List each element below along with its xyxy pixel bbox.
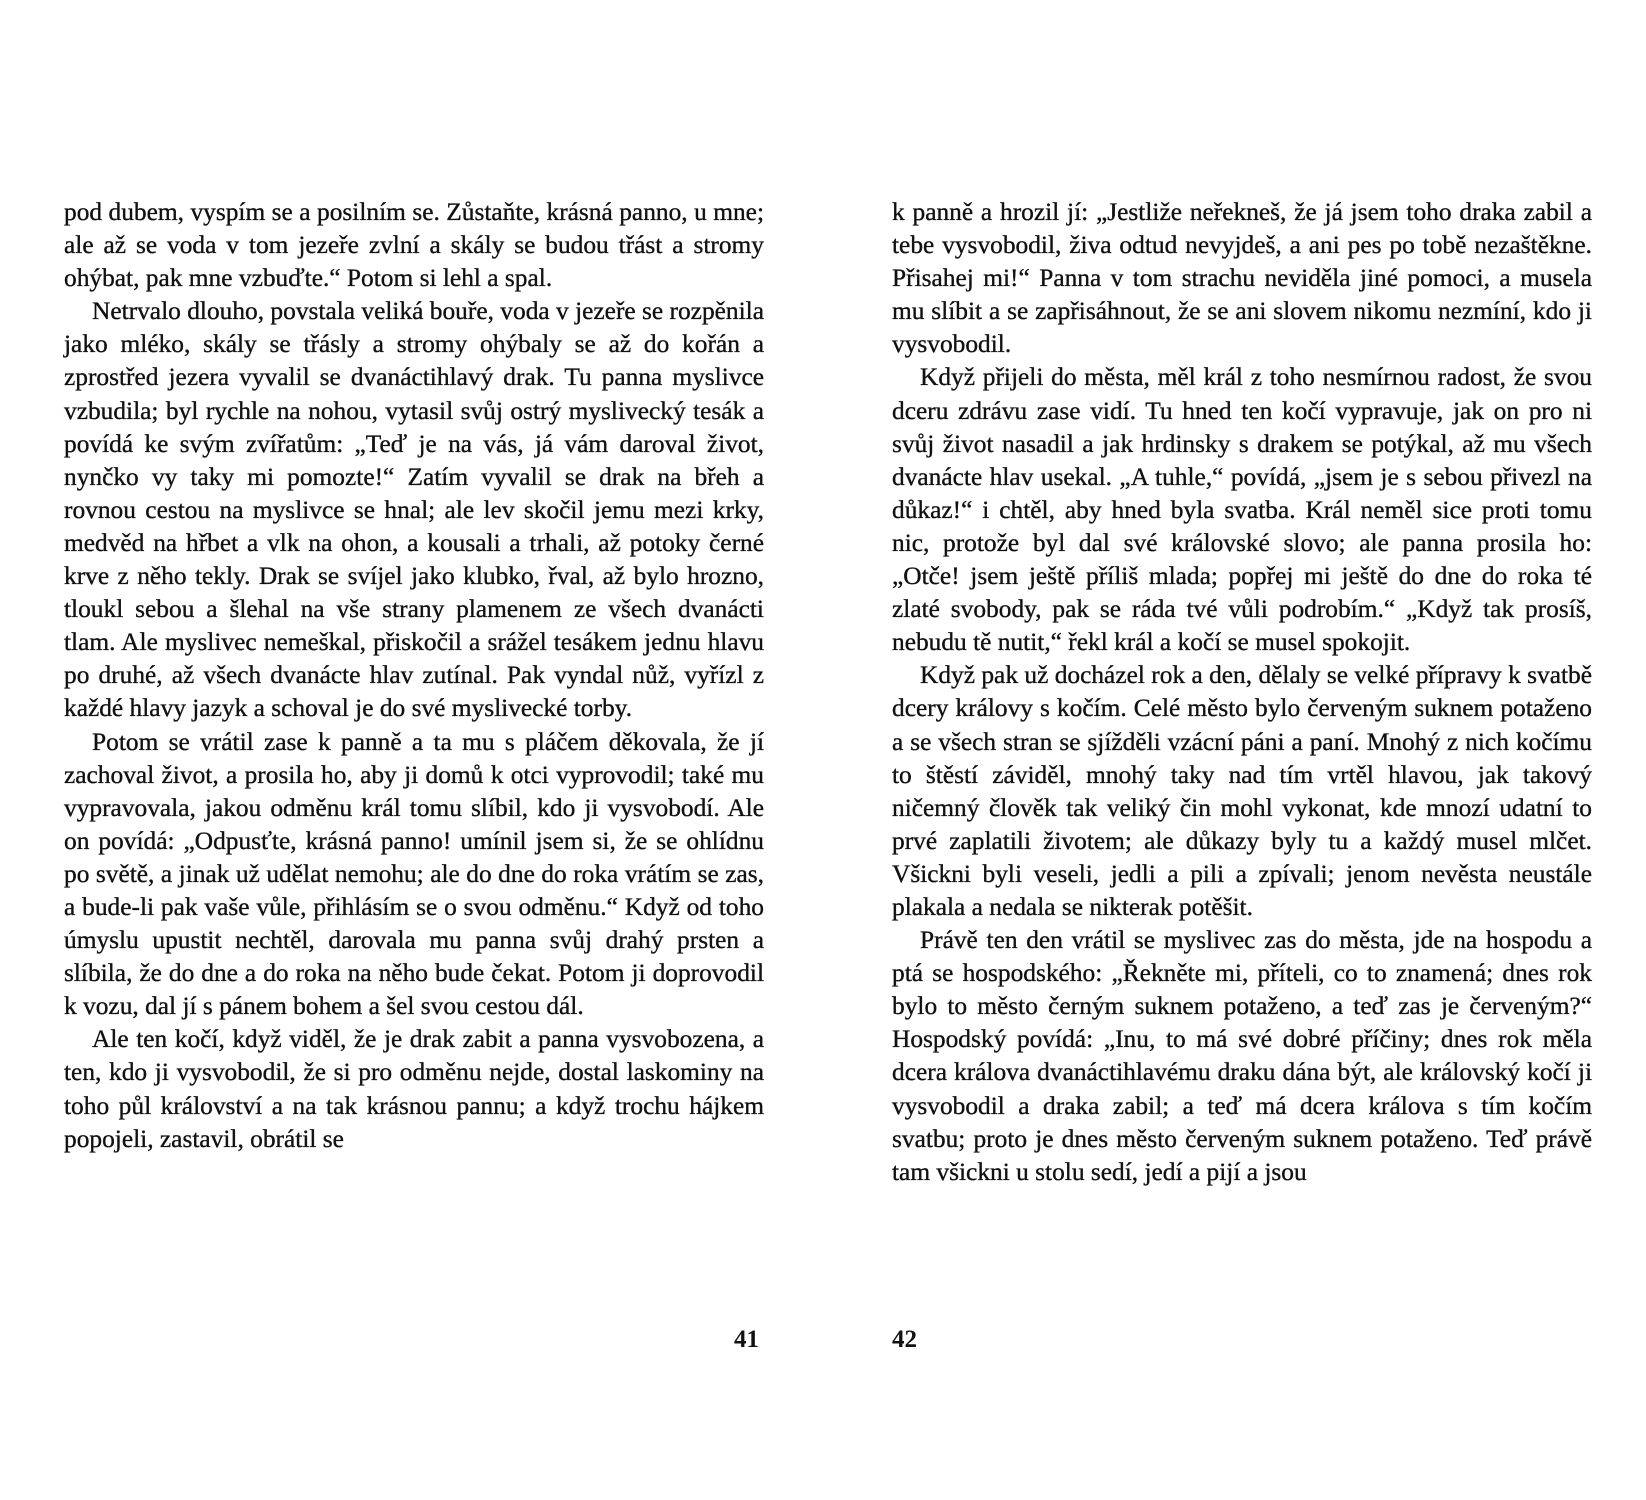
paragraph: Právě ten den vrátil se myslivec zas do města, jde na hospodu a ptá se hospodského: „Řekněte mi, příteli, co to znamená; dnes rok bylo to město černým suknem potaženo, a teď zas je červeným?“ Hospodský povídá: „Inu, to má své dobré příčiny; dnes rok měla dcera králova dvanáctihlavému draku dána být, ale královský kočí ji vysvobodil a draka zabil; a teď má dcera králova s tím kočím svatbu; proto je dnes město červeným suknem potaženo. Teď právě tam všickni u stolu sedí, jedí a pijí a jsou	[892, 926, 1592, 1186]
paragraph: Když přijeli do města, měl král z toho nesmírnou radost, že svou dceru zdrávu zase vidí. Tu hned ten kočí vypravuje, jak on pro ni svůj život nasadil a jak hrdinsky s drakem se potýkal, až mu všech dvanácte hlav usekal. „A tuhle,“ povídá, „jsem je s sebou přivezl na důkaz!“ i chtěl, aby hned byla svatba. Král neměl sice proti tomu nic, protože byl dal své královské slovo; ale panna prosila ho: „Otče! jsem ještě příliš mlada; popřej mi ještě do dne do roka té zlaté svobody, pak se ráda tvé vůli podrobím.“ „Když tak prosíš, nebudu tě nutit,“ řekl král a kočí se musel spokojit.	[892, 363, 1592, 657]
left-page-text	[64, 196, 764, 1156]
paragraph: Netrvalo dlouho, povstala veliká bouře, voda v jezeře se rozpěnila jako mléko, skály se třásly a stromy ohýbaly se až do kořán a zprostřed jezera vyvalil se dvanáctihlavý drak. Tu panna myslivce vzbudila; byl rychle na nohou, vytasil svůj ostrý myslivecký tesák a povídá ke svým zvířatům: „Teď je na vás, já vám daroval život, nynčko vy taky mi pomozte!“ Zatím vyvalil se drak na břeh a rovnou cestou na myslivce se hnal; ale lev skočil jemu mezi krky, medvěd na hřbet a vlk na ohon, a kousali a trhali, až potoky černé krve z něho tekly. Drak se svíjel jako klubko, řval, až bylo hrozno, tloukl sebou a šlehal na vše strany plamenem ze všech dvanácti tlam. Ale myslivec nemeškal, přiskočil a srážel tesákem jednu hlavu po druhé, až všech dvanácte hlav zutínal. Pak vyndal nůž, vyřízl z každé hlavy jazyk a schoval je do své myslivecké torby.	[64, 297, 764, 723]
paragraph: Potom se vrátil zase k panně a ta mu s pláčem děkovala, že jí zachoval život, a prosila ho, aby ji domů k otci vyprovodil; také mu vypravovala, jakou odměnu král tomu slíbil, kdo ji vysvobodí. Ale on povídá: „Odpusťte, krásná panno! umínil jsem si, že se ohlídnu po světě, a jinak už udělat nemohu; ale do dne do roka vrátím se zas, a bude-li pak vaše vůle, přihlásím se o svou odměnu.“ Když od toho úmyslu upustit nechtěl, darovala mu panna svůj drahý prsten a slíbila, že do dne a do roka na něho bude čekat. Potom ji doprovodil k vozu, dal jí s pánem bohem a šel svou cestou dál.	[64, 727, 764, 1021]
paragraph: Když pak už docházel rok a den, dělaly se velké přípravy k svatbě dcery královy s kočím. Celé město bylo červeným suknem potaženo a se všech stran se sjížděli vzácní páni a paní. Mnohý z nich kočímu to štěstí záviděl, mnohý taky nad tím vrtěl hlavou, jak takový ničemný člověk tak veliký čin mohl vykonat, kde mnozí udatní to prvé zaplatili životem; ale důkazy byly tu a každý musel mlčet. Všickni byli veseli, jedli a pili a zpívali; jenom nevěsta neustále plakala a nedala se nikterak potěšit.	[892, 661, 1592, 921]
left-page	[64, 196, 764, 1156]
paragraph: Ale ten kočí, když viděl, že je drak zabit a panna vysvobozena, a ten, kdo ji vysvobodil, že si pro odměnu nejde, dostal laskominy na toho půl království a na tak krásnou pannu; a když trochu hájkem popojeli, zastavil, obrátil se	[64, 1025, 764, 1153]
page-number-right: 42	[892, 1326, 917, 1353]
right-page	[892, 196, 1592, 1189]
paragraph: pod dubem, vyspím se a posilním se. Zůstaňte, krásná panno, u mne; ale až se voda v tom jezeře zvlní a skály se budou třást a stromy ohýbat, pak mne vzbuďte.“ Potom si lehl a spal.	[64, 198, 764, 293]
paragraph: k panně a hrozil jí: „Jestliže neřekneš, že já jsem toho draka zabil a tebe vysvobodil, živa odtud nevyjdeš, a ani pes po tobě nezaštěkne. Přisahej mi!“ Panna v tom strachu neviděla jiné pomoci, a musela mu slíbit a se zapřisáhnout, že se ani slovem nikomu nezmíní, kdo ji vysvobodil.	[892, 198, 1592, 359]
page-number-left: 41	[734, 1326, 759, 1353]
right-page-text	[892, 196, 1592, 1189]
